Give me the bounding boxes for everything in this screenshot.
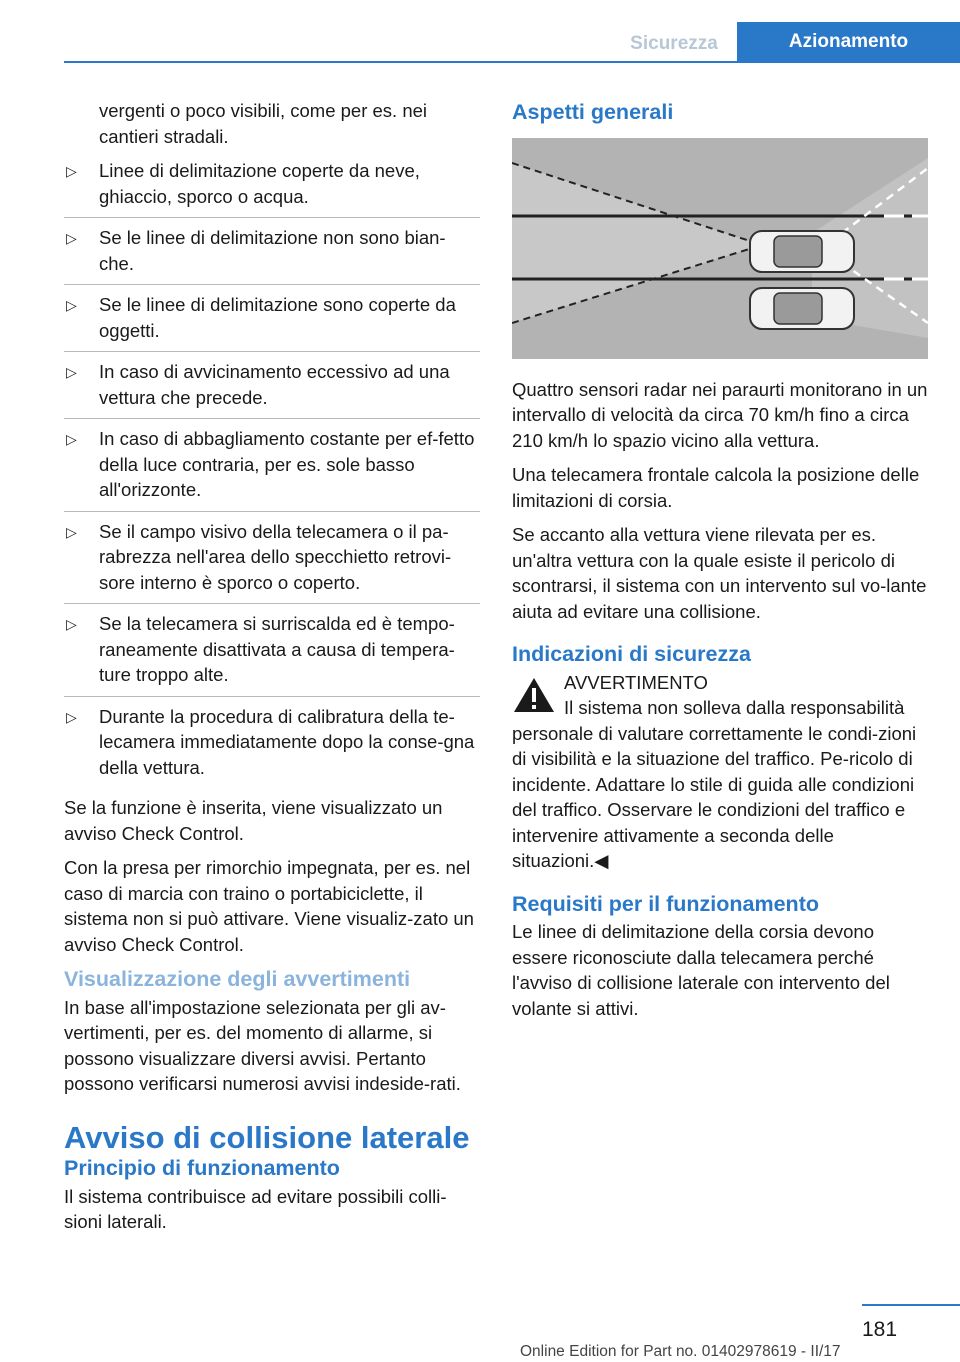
list-item: ▷ Se la telecamera si surriscalda ed è tempo‐raneamente disattivata a causa di tempera‐ture troppo alte. (64, 611, 480, 697)
check-control-paragraph: Se la funzione è inserita, viene visualizzato un avviso Check Control. (64, 797, 443, 844)
warnings-paragraph: In base all'impostazione selezionata per gli av‐vertimenti, per es. del momento di allarme, si possono visualizzare diversi avvisi. Pertanto possono verificarsi numerosi avvisi indeside‐rati. (64, 996, 461, 1094)
heading-principle: Principio di funzionamento (64, 1156, 340, 1180)
list-item: ▷ Se il campo visivo della telecamera o il pa‐rabrezza nell'area dello specchietto retrovi‐sore interno è sporco o coperto. (64, 519, 480, 605)
triangle-bullet-icon: ▷ (66, 431, 77, 447)
list-item: ▷ Se le linee di delimitazione sono coperte da oggetti. (64, 292, 480, 352)
warning-first-line: Il sistema non solleva dalla responsabilità (564, 697, 905, 718)
warning-block (512, 670, 928, 874)
header-tab-azionamento[interactable]: Azionamento (737, 22, 960, 62)
car-lower (750, 288, 854, 329)
heading-side-collision: Avviso di collisione laterale (64, 1119, 470, 1155)
edition-note: Online Edition for Part no. 01402978619 - II/17 (520, 1343, 841, 1360)
header-tab-sicurezza[interactable]: Sicurezza (630, 33, 718, 54)
warning-title: AVVERTIMENTO (564, 671, 708, 693)
radar-illustration (512, 138, 928, 359)
heading-general: Aspetti generali (512, 100, 674, 124)
trailer-paragraph: Con la presa per rimorchio impegnata, per es. nel caso di marcia con traino o portabiciclette, il sistema non si può attivare. Viene visualiz‐zato un avviso Check Control. (64, 857, 474, 955)
page-number: 181 (862, 1318, 898, 1341)
left-column (64, 98, 480, 1244)
header-divider (64, 61, 960, 63)
triangle-bullet-icon: ▷ (66, 163, 77, 179)
triangle-bullet-icon: ▷ (66, 708, 77, 725)
triangle-bullet-icon: ▷ (66, 364, 77, 380)
camera-paragraph: Una telecamera frontale calcola la posizione delle limitazioni di corsia. (512, 464, 920, 511)
list-item: ▷ In caso di abbagliamento costante per ef‐fetto della luce contraria, per es. sole basso all'orizzonte. (64, 426, 480, 512)
conditions-list (64, 158, 480, 788)
triangle-bullet-icon: ▷ (66, 230, 77, 246)
triangle-bullet-icon: ▷ (66, 297, 77, 313)
list-item: ▷ Linee di delimitazione coperte da neve, ghiaccio, sporco o acqua. (64, 158, 480, 218)
car-upper (750, 231, 854, 272)
lane-diagram-image (512, 138, 928, 359)
footer-divider (862, 1304, 960, 1306)
list-item: ▷ In caso di avvicinamento eccessivo ad una vettura che precede. (64, 359, 480, 419)
triangle-bullet-icon: ▷ (66, 616, 77, 632)
principle-paragraph: Il sistema contribuisce ad evitare possibili colli‐sioni laterali. (64, 1185, 447, 1232)
collision-paragraph: Se accanto alla vettura viene rilevata per es. un'altra vettura con la quale esiste il pericolo di scontrarsi, il sistema con un intervento sul vo‐lante aiuta ad evitare una collisione. (512, 524, 927, 622)
right-column (512, 98, 928, 1030)
intro-continuation: vergenti o poco visibili, come per es. nei cantieri stradali. (99, 100, 428, 147)
list-item: ▷ Se le linee di delimitazione non sono bian‐che. (64, 225, 480, 285)
warning-body: personale di valutare correttamente le condi‐zioni di visibilità e la situazione del traffico. Pe‐ricolo di incidente. Adattare lo stile di guida alle condizioni del traffico. Osservare le condizioni del traffico e intervenire attivamente a seconda delle situazioni.◀ (512, 722, 917, 871)
warning-triangle-icon (512, 676, 556, 714)
heading-requirements: Requisiti per il funzionamento (512, 891, 819, 916)
heading-safety: Indicazioni di sicurezza (512, 642, 751, 666)
radar-paragraph: Quattro sensori radar nei paraurti monitorano in un intervallo di velocità da circa 70 km/h fino a circa 210 km/h lo spazio vicino alla vettura. (512, 378, 928, 451)
list-item: ▷ Durante la procedura di calibratura della te‐lecamera immediatamente dopo la conse‐gna della vettura. (66, 705, 475, 778)
requirements-paragraph: Le linee di delimitazione della corsia devono essere riconosciute dalla telecamera perché l'avviso di collisione laterale con intervento del volante si attivi. (512, 921, 890, 1019)
triangle-bullet-icon: ▷ (66, 523, 77, 540)
heading-warnings: Visualizzazione degli avvertimenti (64, 967, 411, 991)
